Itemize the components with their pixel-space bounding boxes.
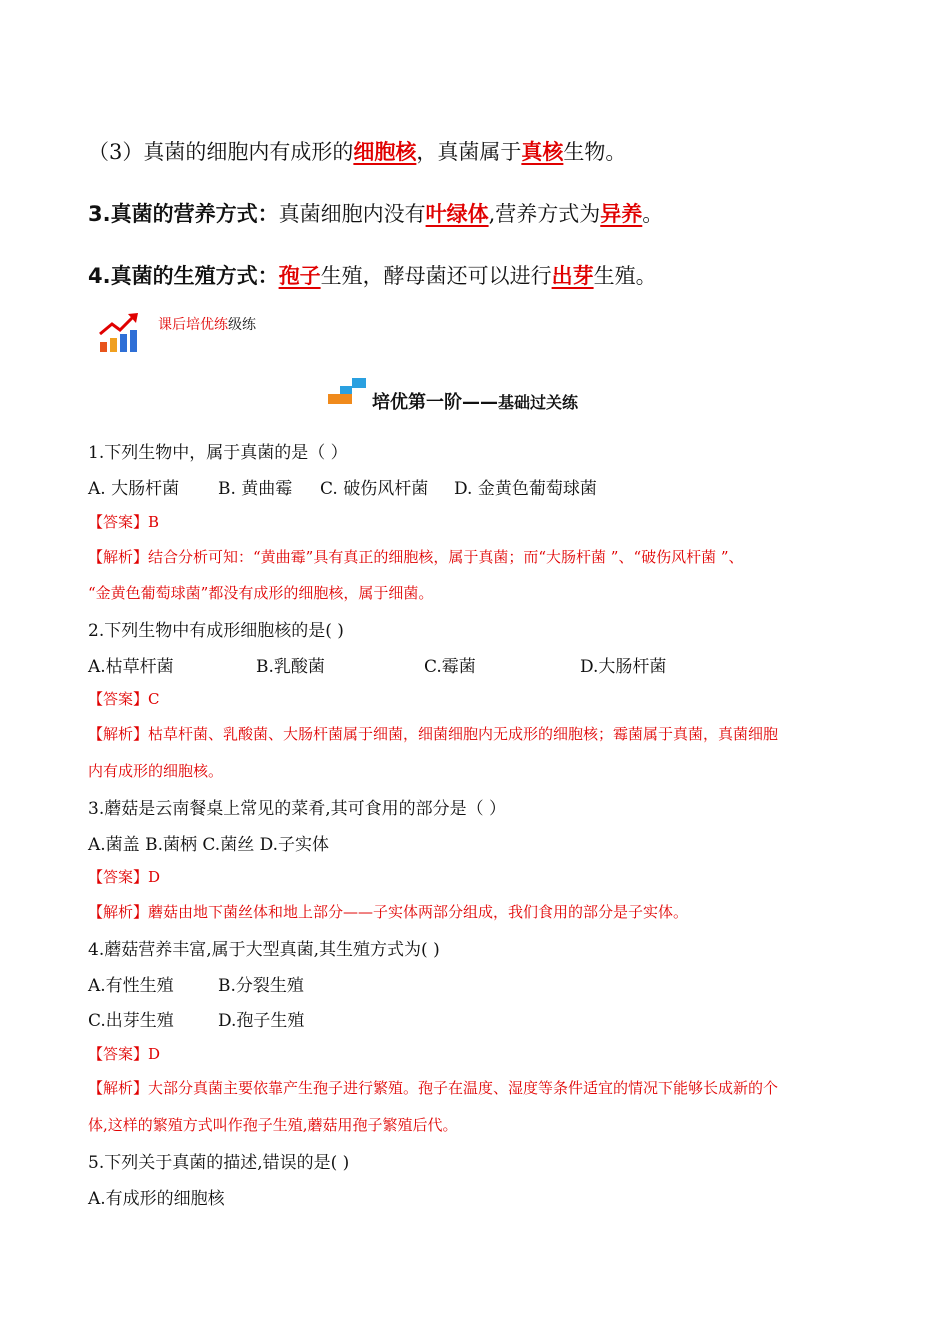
text: —— — [462, 392, 498, 413]
question-stem: 1.下列生物中，属于真菌的是（ ） — [88, 443, 348, 463]
fill-blank-answer: 叶绿体 — [425, 202, 489, 226]
text: 基础过关练 — [498, 393, 579, 412]
heading: 4.真菌的生殖方式： — [88, 264, 279, 288]
heading: 3.真菌的营养方式： — [88, 202, 279, 226]
option: A. 大肠杆菌 — [88, 479, 180, 499]
analysis-line: 体,这样的繁殖方式叫作孢子生殖,蘑菇用孢子繁殖后代。 — [88, 1116, 458, 1134]
question-stem: 4.蘑菇营养丰富,属于大型真菌,其生殖方式为( ) — [88, 940, 440, 960]
answer: 【答案】D — [88, 868, 161, 886]
text: 真菌细胞内没有 — [278, 202, 426, 226]
option: C.霉菌 — [424, 657, 476, 677]
growth-chart-icon — [98, 312, 142, 354]
fill-blank-answer: 真核 — [521, 140, 564, 164]
text: ，真菌属于 — [416, 140, 522, 164]
option: C.出芽生殖 — [88, 1011, 174, 1031]
question-stem: 5.下列关于真菌的描述,错误的是( ) — [88, 1153, 350, 1173]
text: 级练 — [228, 317, 256, 333]
analysis-line: “金黄色葡萄球菌”都没有成形的细胞核，属于细菌。 — [88, 584, 434, 602]
intro-line-1 — [88, 136, 626, 166]
option: D. 金黄色葡萄球菌 — [454, 479, 597, 499]
option: D.孢子生殖 — [218, 1011, 305, 1031]
question-stem: 3.蘑菇是云南餐桌上常见的菜肴,其可食用的部分是（ ） — [88, 799, 507, 819]
option: D.大肠杆菌 — [580, 657, 667, 677]
option: A.有成形的细胞核 — [88, 1189, 225, 1209]
fill-blank-answer: 出芽 — [551, 264, 594, 288]
level-label — [158, 314, 256, 334]
option: A.有性生殖 — [88, 976, 174, 996]
text: 生殖，酵母菌还可以进行 — [320, 264, 552, 288]
fill-blank-answer: 孢子 — [278, 264, 321, 288]
option: A.枯草杆菌 — [88, 657, 174, 677]
option: A.菌盖 B.菌柄 C.菌丝 D.子实体 — [88, 835, 330, 855]
option: B. 黄曲霉 — [218, 479, 293, 499]
fill-blank-answer: 细胞核 — [353, 140, 417, 164]
answer: 【答案】B — [88, 513, 160, 531]
text: 。 — [642, 202, 664, 226]
analysis-line: 【解析】大部分真菌主要依靠产生孢子进行繁殖。孢子在温度、湿度等条件适宜的情况下能够长成新的个 — [88, 1079, 779, 1097]
fill-blank-answer: 异养 — [600, 202, 643, 226]
text: 生殖。 — [593, 264, 657, 288]
text: 课后培优练 — [158, 317, 228, 333]
text: ,营养方式为 — [488, 202, 601, 226]
analysis-line: 【解析】枯草杆菌、乳酸菌、大肠杆菌属于细菌，细菌细胞内无成形的细胞核；霉菌属于真菌，真菌细胞 — [88, 725, 779, 743]
option: B.分裂生殖 — [218, 976, 304, 996]
text: 培优第一阶 — [372, 392, 462, 413]
intro-line-3 — [88, 260, 657, 290]
section-title — [372, 388, 578, 414]
analysis-line: 【解析】蘑菇由地下菌丝体和地上部分——子实体两部分组成，我们食用的部分是子实体。 — [88, 903, 689, 921]
text: 生物。 — [563, 140, 627, 164]
analysis-line: 【解析】结合分析可知：“黄曲霉”具有真正的细胞核，属于真菌；而“大肠杆菌 ”、“破伤风杆菌 ”、 — [88, 548, 744, 566]
stairs-icon — [328, 376, 368, 406]
option: B.乳酸菌 — [256, 657, 325, 677]
answer: 【答案】C — [88, 690, 160, 708]
intro-line-2 — [88, 198, 663, 228]
question-stem: 2.下列生物中有成形细胞核的是( ) — [88, 621, 344, 641]
answer: 【答案】D — [88, 1045, 161, 1063]
text: （3）真菌的细胞内有成形的 — [88, 140, 354, 164]
analysis-line: 内有成形的细胞核。 — [88, 762, 224, 780]
option: C. 破伤风杆菌 — [320, 479, 429, 499]
